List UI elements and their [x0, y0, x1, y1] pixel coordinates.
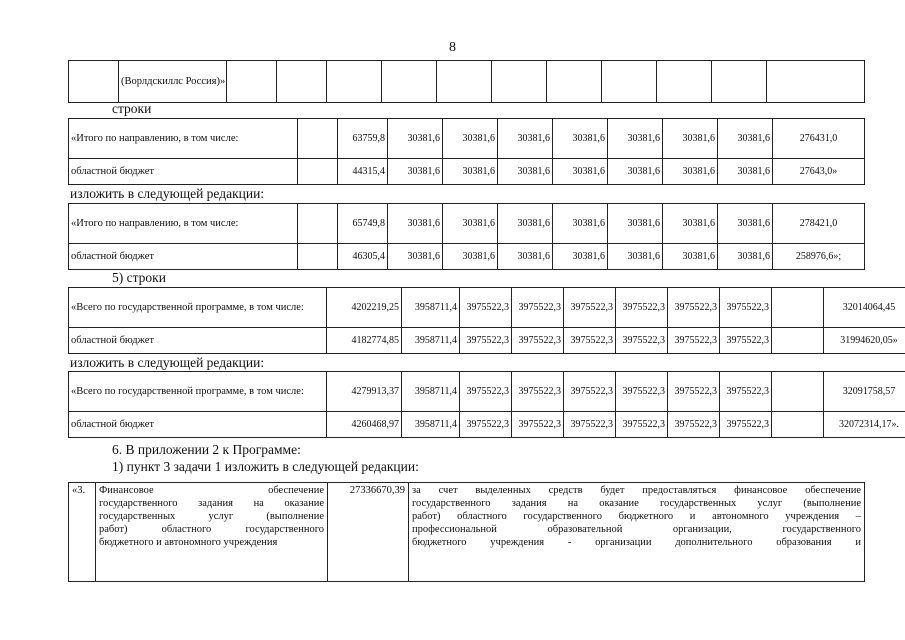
- value-cell: 3958711,4: [402, 412, 460, 438]
- value-cell: 30381,6: [388, 119, 443, 159]
- fragment-table: [68, 60, 865, 103]
- item-name-line: бюджетного и автономного учреждения: [99, 537, 278, 548]
- row-label: «Итого по направлению, в том числе:: [69, 119, 298, 159]
- value-cell: 4260468,97: [327, 412, 402, 438]
- value-cell: 30381,6: [443, 244, 498, 270]
- value-cell: 3975522,3: [512, 412, 564, 438]
- cell: [772, 372, 824, 412]
- value-cell: 3975522,3: [668, 412, 720, 438]
- row-label: областной бюджет: [69, 159, 298, 185]
- value-cell: 30381,6: [388, 244, 443, 270]
- cell: [657, 61, 712, 103]
- value-cell: 44315,4: [338, 159, 388, 185]
- cell: [437, 61, 492, 103]
- value-cell: 30381,6: [608, 244, 663, 270]
- value-cell: 3975522,3: [720, 328, 772, 354]
- item-description-line: бюджетного учреждения - организации дополнительного образования и: [412, 537, 861, 548]
- value-cell: 30381,6: [498, 119, 553, 159]
- value-cell: 30381,6: [718, 204, 773, 244]
- value-cell: 30381,6: [608, 119, 663, 159]
- section-heading: 5) строки: [112, 270, 166, 285]
- total-cell: 278421,0: [773, 204, 865, 244]
- table-row: [69, 61, 865, 103]
- value-cell: 3975522,3: [512, 372, 564, 412]
- value-cell: 30381,6: [718, 244, 773, 270]
- section-heading: изложить в следующей редакции:: [70, 186, 265, 201]
- value-cell: 30381,6: [443, 159, 498, 185]
- value-cell: 3975522,3: [564, 372, 616, 412]
- cell: [327, 61, 382, 103]
- value-cell: 3975522,3: [460, 412, 512, 438]
- item-description-line: за счет выделенных средств будет предоставляться финансовое обеспечение: [412, 485, 861, 496]
- item-name-line: работ) областного государственного: [99, 524, 324, 535]
- value-cell: 30381,6: [498, 244, 553, 270]
- value-cell: 3975522,3: [460, 372, 512, 412]
- table-row: [69, 412, 905, 438]
- value-cell: 3975522,3: [616, 288, 668, 328]
- cell: [298, 204, 338, 244]
- value-cell: 30381,6: [443, 204, 498, 244]
- value-cell: 63759,8: [338, 119, 388, 159]
- table-row: [69, 119, 865, 159]
- total-cell: 32072314,17».: [824, 412, 905, 438]
- value-cell: 3958711,4: [402, 288, 460, 328]
- cell: [767, 61, 865, 103]
- table-row: [69, 204, 865, 244]
- table-row: [69, 372, 905, 412]
- total-cell: 276431,0: [773, 119, 865, 159]
- section-heading: изложить в следующей редакции:: [70, 355, 265, 370]
- row-label: областной бюджет: [69, 244, 298, 270]
- value-cell: 3975522,3: [668, 372, 720, 412]
- value-cell: 30381,6: [443, 119, 498, 159]
- value-cell: 3975522,3: [460, 288, 512, 328]
- value-cell: 3975522,3: [720, 288, 772, 328]
- cell: [712, 61, 767, 103]
- value-cell: 30381,6: [663, 159, 718, 185]
- value-cell: 3975522,3: [720, 412, 772, 438]
- cell: [69, 61, 119, 103]
- table-row: [69, 244, 865, 270]
- cell: [772, 328, 824, 354]
- value-cell: 3975522,3: [460, 328, 512, 354]
- item-description-line: профессиональной образовательной организации, государственного: [412, 524, 861, 535]
- cell: [547, 61, 602, 103]
- item-number: «3.: [69, 483, 96, 582]
- cell: [772, 412, 824, 438]
- value-cell: 30381,6: [553, 119, 608, 159]
- row-label: «Итого по направлению, в том числе:: [69, 204, 298, 244]
- value-cell: 3975522,3: [668, 288, 720, 328]
- value-cell: 3958711,4: [402, 372, 460, 412]
- section-heading: строки: [112, 101, 152, 116]
- total-cell: 32091758,57: [824, 372, 905, 412]
- paragraph-heading: 6. В приложении 2 к Программе:: [112, 442, 301, 457]
- budget-table-2: [68, 203, 865, 270]
- value-cell: 3958711,4: [402, 328, 460, 354]
- cell: [298, 244, 338, 270]
- item-name-cell: [96, 483, 328, 582]
- value-cell: 3975522,3: [512, 288, 564, 328]
- value-cell: 3975522,3: [512, 328, 564, 354]
- value-cell: 30381,6: [498, 159, 553, 185]
- program-item-table: [68, 482, 865, 582]
- total-cell: 27643,0»: [773, 159, 865, 185]
- page-number: 8: [449, 40, 456, 55]
- value-cell: 30381,6: [388, 159, 443, 185]
- value-cell: 3975522,3: [564, 288, 616, 328]
- cell: [298, 119, 338, 159]
- value-cell: 30381,6: [553, 204, 608, 244]
- item-description-line: работ) областного государственного бюджетного и автономного учреждения –: [412, 511, 861, 522]
- value-cell: 3975522,3: [668, 328, 720, 354]
- value-cell: 3975522,3: [616, 372, 668, 412]
- row-label: областной бюджет: [69, 328, 327, 354]
- budget-table-4: [68, 371, 905, 438]
- value-cell: 30381,6: [553, 159, 608, 185]
- value-cell: 30381,6: [608, 204, 663, 244]
- budget-table-3: [68, 287, 905, 354]
- value-cell: 4202219,25: [327, 288, 402, 328]
- table-row: [69, 288, 905, 328]
- total-cell: 32014064,45: [824, 288, 905, 328]
- value-cell: 3975522,3: [616, 328, 668, 354]
- cell: [277, 61, 327, 103]
- value-cell: 30381,6: [608, 159, 663, 185]
- value-cell: 30381,6: [388, 204, 443, 244]
- cell: [602, 61, 657, 103]
- value-cell: 30381,6: [718, 119, 773, 159]
- total-cell: 31994620,05»: [824, 328, 905, 354]
- value-cell: 30381,6: [553, 244, 608, 270]
- value-cell: 30381,6: [663, 119, 718, 159]
- row-label: «Всего по государственной программе, в том числе:: [69, 288, 327, 328]
- row-label: (Ворлдскиллс Россия)»: [119, 61, 227, 103]
- item-name-line: государственного задания на оказание: [99, 498, 324, 509]
- item-name-line: государственных услуг (выполнение: [99, 511, 324, 522]
- value-cell: 4182774,85: [327, 328, 402, 354]
- cell: [492, 61, 547, 103]
- item-description-line: государственного задания на оказание государственных услуг (выполнение: [412, 498, 861, 509]
- value-cell: 30381,6: [663, 244, 718, 270]
- item-description-cell: [409, 483, 865, 582]
- row-label: «Всего по государственной программе, в том числе:: [69, 372, 327, 412]
- value-cell: 30381,6: [718, 159, 773, 185]
- cell: [227, 61, 277, 103]
- cell: [382, 61, 437, 103]
- table-row: [69, 159, 865, 185]
- value-cell: 30381,6: [498, 204, 553, 244]
- paragraph-subheading: 1) пункт 3 задачи 1 изложить в следующей редакции:: [112, 459, 419, 474]
- item-name-line: Финансовое обеспечение: [99, 485, 324, 496]
- table-row: [69, 328, 905, 354]
- value-cell: 3975522,3: [720, 372, 772, 412]
- budget-table-1: [68, 118, 865, 185]
- item-amount: 27336670,39: [328, 483, 409, 582]
- value-cell: 46305,4: [338, 244, 388, 270]
- value-cell: 65749,8: [338, 204, 388, 244]
- cell: [298, 159, 338, 185]
- value-cell: 3975522,3: [616, 412, 668, 438]
- cell: [772, 288, 824, 328]
- value-cell: 4279913,37: [327, 372, 402, 412]
- value-cell: 3975522,3: [564, 412, 616, 438]
- table-row: [69, 483, 865, 582]
- row-label: областной бюджет: [69, 412, 327, 438]
- total-cell: 258976,6»;: [773, 244, 865, 270]
- value-cell: 3975522,3: [564, 328, 616, 354]
- value-cell: 30381,6: [663, 204, 718, 244]
